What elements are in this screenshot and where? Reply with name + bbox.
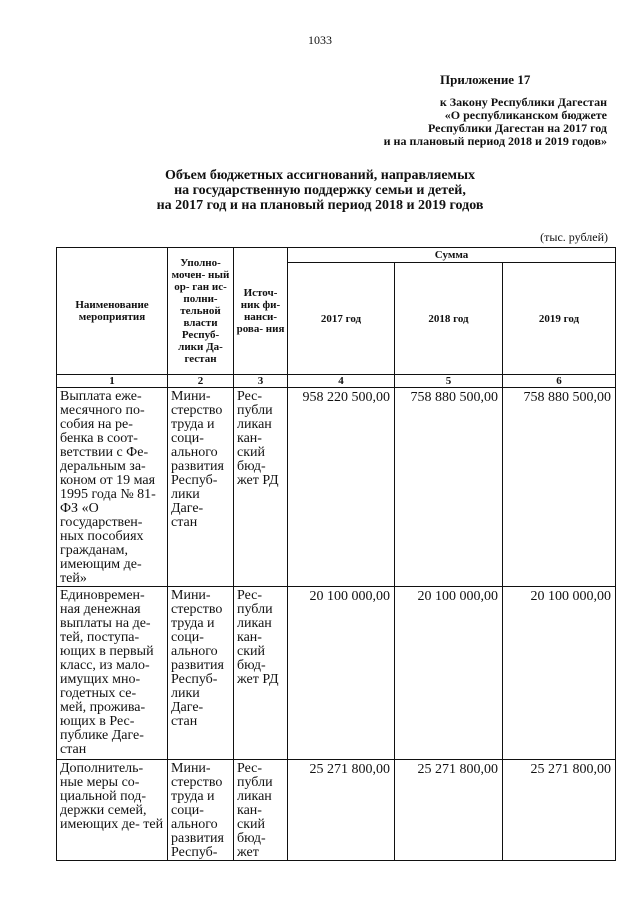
column-number: 4: [288, 375, 395, 388]
column-number: 3: [234, 375, 288, 388]
cell-authority: Мини- стерство труда и соци- ального развития Респуб- лики Даге- стан: [168, 388, 234, 587]
cell-source: Рес- публи ликан кан- ский бюд- жет РД: [234, 388, 288, 587]
header-source: Источ- ник фи- нанси- рова- ния: [234, 248, 288, 375]
appendix-line: к Закону Республики Дагестан: [439, 95, 607, 109]
cell-2018: 20 100 000,00: [395, 587, 503, 760]
column-number: 6: [503, 375, 616, 388]
table-row: [57, 388, 616, 587]
header-sum: Сумма: [288, 248, 616, 263]
title-line: на государственную поддержку семьи и детей,: [174, 183, 466, 198]
appendix-reference: [384, 96, 607, 148]
table-row: [57, 587, 616, 760]
column-number: 1: [57, 375, 168, 388]
column-number: 5: [395, 375, 503, 388]
title-line: Объем бюджетных ассигнований, направляемых: [164, 168, 476, 183]
cell-2018: 25 271 800,00: [395, 760, 503, 861]
cell-source: Рес- публи ликан кан- ский бюд- жет РД: [234, 587, 288, 760]
cell-2017: 20 100 000,00: [288, 587, 395, 760]
cell-name: Единовремен- ная денежная выплаты на де- тей, поступа- ющих в первый класс, из мало- имущих мно- годетных се- мей, прожива- ющих в Рес- публике Даге- стан: [57, 587, 168, 760]
header-2018: 2018 год: [395, 263, 503, 375]
header-authority: Уполно- мочен- ный ор- ган ис- полни- тельной власти Респуб- лики Да- гестан: [168, 248, 234, 375]
appendix-title: Приложение 17: [440, 72, 531, 87]
cell-authority: Мини- стерство труда и соци- ального развития Респуб-: [168, 760, 234, 861]
units-note: (тыс. рублей): [540, 230, 608, 244]
table-row: [57, 760, 616, 861]
cell-2019: 25 271 800,00: [503, 760, 616, 861]
title-line: на 2017 год и на плановый период 2018 и 2019 годов: [156, 198, 484, 213]
header-name: Наименование мероприятия: [57, 248, 168, 375]
cell-name: Дополнитель- ные меры со- циальной под- держки семей, имеющих де- тей: [57, 760, 168, 861]
appendix-line: «О республиканском бюджете: [444, 108, 607, 122]
cell-2018: 758 880 500,00: [395, 388, 503, 587]
column-number: 2: [168, 375, 234, 388]
cell-2019: 758 880 500,00: [503, 388, 616, 587]
budget-table: [56, 247, 616, 861]
cell-2019: 20 100 000,00: [503, 587, 616, 760]
header-2017: 2017 год: [288, 263, 395, 375]
document-title: [0, 168, 640, 213]
page-number: 1033: [308, 33, 332, 47]
appendix-line: и на плановый период 2018 и 2019 годов»: [383, 134, 607, 148]
cell-2017: 958 220 500,00: [288, 388, 395, 587]
header-2019: 2019 год: [503, 263, 616, 375]
cell-authority: Мини- стерство труда и соци- ального развития Респуб- лики Даге- стан: [168, 587, 234, 760]
cell-source: Рес- публи ликан кан- ский бюд- жет: [234, 760, 288, 861]
cell-2017: 25 271 800,00: [288, 760, 395, 861]
appendix-line: Республики Дагестан на 2017 год: [428, 121, 607, 135]
cell-name: Выплата еже- месячного по- собия на ре- бенка в соот- ветствии с Фе- деральным за- коном от 19 мая 1995 года № 81-ФЗ «О государствен- ных пособиях гражданам, имеющим де- тей»: [57, 388, 168, 587]
